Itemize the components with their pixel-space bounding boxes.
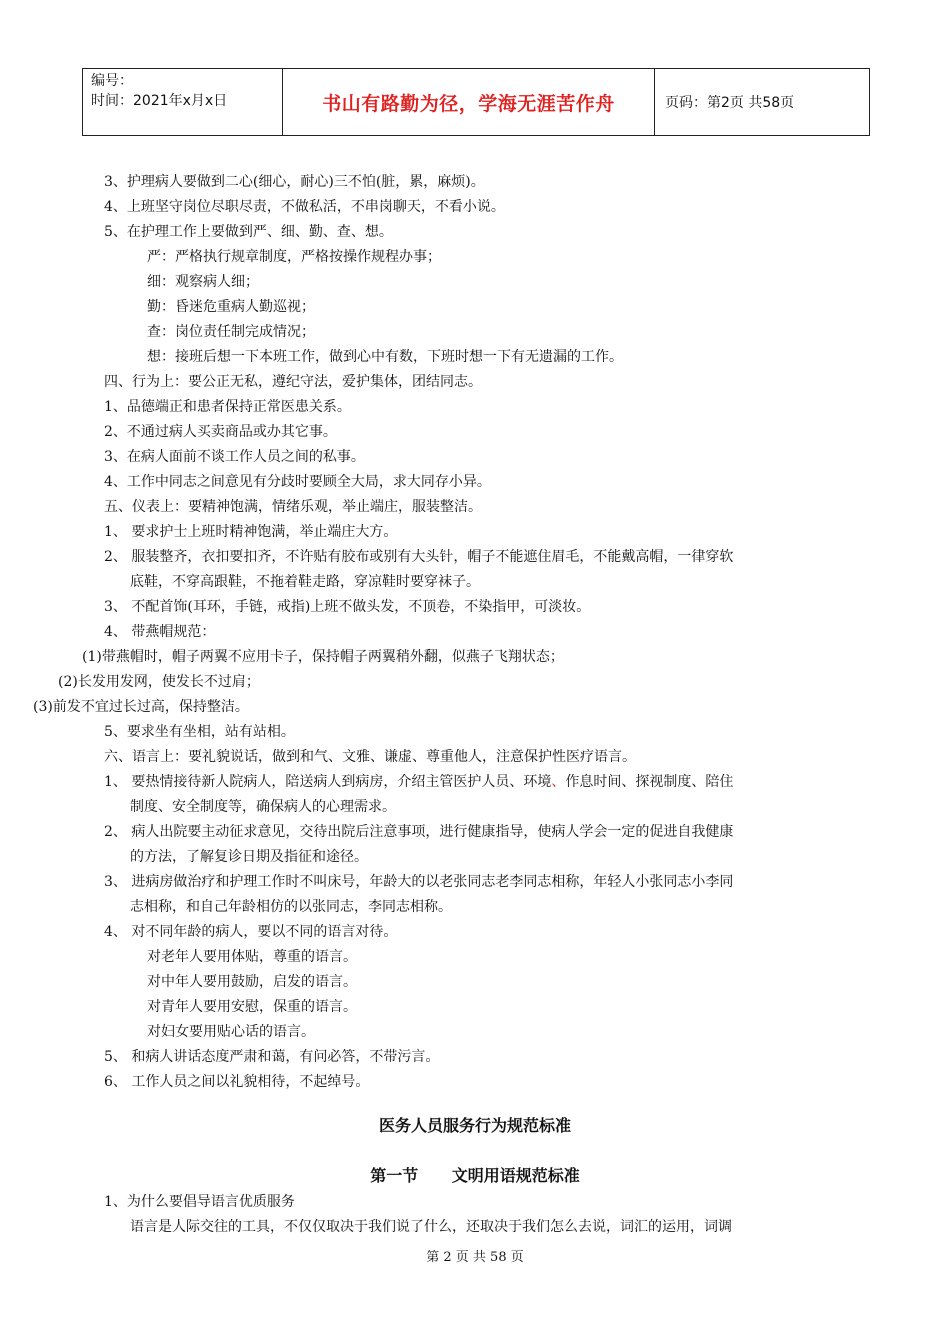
text-line: 志相称，和自己年龄相仿的以张同志，李同志相称。 xyxy=(130,899,452,915)
text-line: (2)长发用发网，使发长不过肩； xyxy=(58,674,260,690)
text-line: 4、 带燕帽规范： xyxy=(104,624,216,640)
text-line: 五、仪表上：要精神饱满，情绪乐观，举止端庄，服装整洁。 xyxy=(104,499,482,515)
text-segment: 作息时间、探视制度、陪住 xyxy=(565,774,734,790)
text-line: 2、 服装整齐，衣扣要扣齐，不许贴有胶布或别有大头针，帽子不能遮住眉毛，不能戴高帽，一律穿软 xyxy=(104,549,734,565)
text-line: 2、不通过病人买卖商品或办其它事。 xyxy=(104,424,337,440)
text-line: (3)前发不宜过长过高，保持整洁。 xyxy=(33,699,249,715)
text-line: 2、 病人出院要主动征求意见，交待出院后注意事项，进行健康指导，使病人学会一定的促进自我健康 xyxy=(104,824,734,840)
text-line: 制度、安全制度等，确保病人的心理需求。 xyxy=(130,799,396,815)
time-label: 时间：2021年x月x日 xyxy=(91,93,228,109)
text-line: 5、 和病人讲话态度严肃和蔼，有问必答，不带污言。 xyxy=(104,1049,440,1065)
text-line: 想：接班后想一下本班工作，做到心中有数，下班时想一下有无遗漏的工作。 xyxy=(147,349,623,365)
text-line: 1、 要求护士上班时精神饱满，举止端庄大方。 xyxy=(104,524,398,540)
text-line: 查：岗位责任制完成情况； xyxy=(147,324,315,340)
text-line: (1)带燕帽时，帽子两翼不应用卡子，保持帽子两翼稍外翻，似燕子飞翔状态； xyxy=(82,649,564,665)
text-line: 1、为什么要倡导语言优质服务 xyxy=(104,1194,295,1210)
text-line: 6、 工作人员之间以礼貌相待，不起绰号。 xyxy=(104,1074,370,1090)
text-line: 4、上班坚守岗位尽职尽责，不做私活，不串岗聊天，不看小说。 xyxy=(104,199,505,215)
text-line xyxy=(104,772,733,792)
text-line: 5、在护理工作上要做到严、细、勤、查、想。 xyxy=(104,224,393,240)
text-line: 六、语言上：要礼貌说话，做到和气、文雅、谦虚、尊重他人，注意保护性医疗语言。 xyxy=(104,749,636,765)
header-left-cell xyxy=(83,69,283,135)
text-line: 的方法，了解复诊日期及指征和途径。 xyxy=(130,849,368,865)
text-line: 3、护理病人要做到二心(细心，耐心)三不怕(脏，累，麻烦)。 xyxy=(104,174,485,190)
red-comma-mark: 、 xyxy=(551,774,566,790)
section-title: 医务人员服务行为规范标准 xyxy=(378,1116,571,1135)
text-line: 对中年人要用鼓励，启发的语言。 xyxy=(147,974,357,990)
text-line: 5、要求坐有坐相，站有站相。 xyxy=(104,724,295,740)
text-line: 3、 进病房做治疗和护理工作时不叫床号，年龄大的以老张同志老李同志相称，年轻人小张同志小李同 xyxy=(104,874,734,890)
text-line: 对老年人要用体贴，尊重的语言。 xyxy=(147,949,357,965)
text-line: 3、 不配首饰(耳环，手链，戒指)上班不做头发，不顶卷，不染指甲，可淡妆。 xyxy=(104,599,591,615)
header-page-label: 页码：第2页 共58页 xyxy=(665,95,795,111)
text-line: 严：严格执行规章制度，严格按操作规程办事； xyxy=(147,249,441,265)
text-line: 勤：昏迷危重病人勤巡视； xyxy=(147,299,315,315)
text-line: 四、行为上：要公正无私，遵纪守法，爱护集体，团结同志。 xyxy=(104,374,482,390)
text-line: 底鞋，不穿高跟鞋，不拖着鞋走路，穿凉鞋时要穿袜子。 xyxy=(130,574,480,590)
text-line: 对妇女要用贴心话的语言。 xyxy=(147,1024,315,1040)
header-table xyxy=(82,68,870,136)
text-line: 3、在病人面前不谈工作人员之间的私事。 xyxy=(104,449,365,465)
text-line: 细：观察病人细； xyxy=(147,274,259,290)
header-motto: 书山有路勤为径，学海无涯苦作舟 xyxy=(283,69,655,135)
text-line: 1、品德端正和患者保持正常医患关系。 xyxy=(104,399,351,415)
section-subtitle: 第一节 文明用语规范标准 xyxy=(370,1166,580,1185)
text-line: 4、 对不同年龄的病人，要以不同的语言对待。 xyxy=(104,924,398,940)
text-line: 4、工作中同志之间意见有分歧时要顾全大局，求大同存小异。 xyxy=(104,474,491,490)
text-line: 语言是人际交往的工具，不仅仅取决于我们说了什么，还取决于我们怎么去说，词汇的运用，词调 xyxy=(130,1219,732,1235)
text-line: 对青年人要用安慰，保重的语言。 xyxy=(147,999,357,1015)
text-segment: 1、 要热情接待新人院病人，陪送病人到病房，介绍主管医护人员、环境 xyxy=(104,774,552,790)
page-footer: 第 2 页 共 58 页 xyxy=(426,1250,524,1265)
number-label: 编号： xyxy=(91,73,133,89)
